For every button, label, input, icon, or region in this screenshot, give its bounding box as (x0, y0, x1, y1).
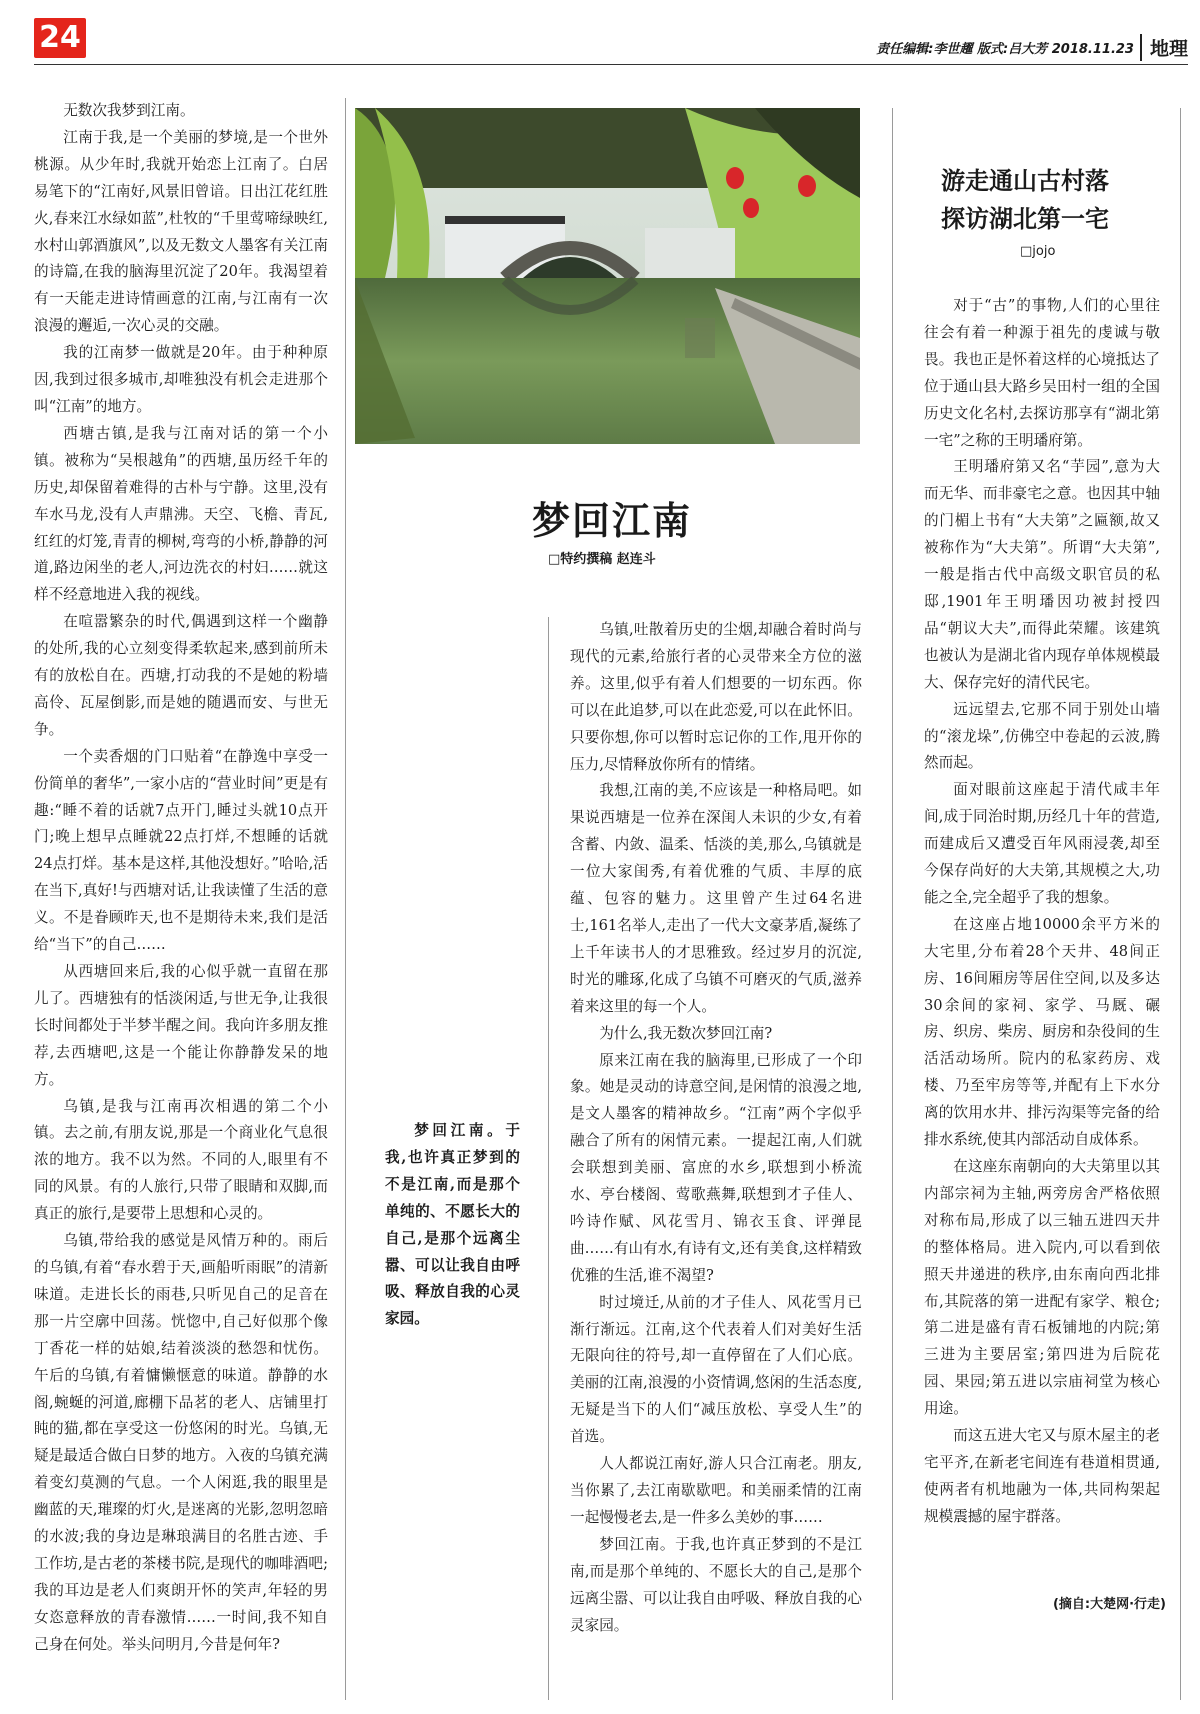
column-divider (892, 108, 893, 1700)
right-column (924, 293, 1160, 1531)
paragraph: 乌镇,吐散着历史的尘烟,却融合着时尚与现代的元素,给旅行者的心灵带来全方位的滋养。这里,似乎有着人们想要的一切东西。你可以在此追梦,可以在此恋爱,可以在此怀旧。只要你想,你可以暂时忘记你的工作,甩开你的压力,尽情释放你所有的情绪。 (570, 621, 862, 773)
paragraph: 王明璠府第又名“芋园”,意为大而无华、而非豪宅之意。也因其中轴的门楣上书有“大夫第”之匾额,故又被称作为“大夫第”。所谓“大夫第”,一般是指古代中高级文职官员的私邸,1901年王明璠因功被封授四品“朝议大夫”,而得此荣耀。该建筑也被认为是湖北省内现存单体规模最大、保存完好的清代民宅。 (924, 458, 1160, 691)
paragraph: 对于“古”的事物,人们的心里往往会有着一种源于祖先的虔诚与敬畏。我也正是怀着这样的心境抵达了位于通山县大路乡吴田村一组的全国历史文化名村,去探访那享有“湖北第一宅”之称的王明璠府第。 (924, 297, 1160, 449)
paragraph: 从西塘回来后,我的心似乎就一直留在那儿了。西塘独有的恬淡闲适,与世无争,让我很长时间都处于半梦半醒之间。我向许多朋友推荐,去西塘吧,这是一个能让你静静发呆的地方。 (34, 963, 328, 1088)
paragraph: 一个卖香烟的门口贴着“在静逸中享受一份简单的奢华”,一家小店的“营业时间”更是有趣:“睡不着的话就7点开门,睡过头就10点开门;晚上想早点睡就22点打烊,不想睡的话就24点打烊。基本是这样,其他没想好。”哈哈,活在当下,真好!与西塘对话,让我读懂了生活的意义。不是眷顾昨天,也不是期待未来,我们是活给“当下”的自己…… (34, 747, 328, 954)
paragraph: 乌镇,带给我的感觉是风情万种的。雨后的乌镇,有着“春水碧于天,画船听雨眠”的清新味道。走进长长的雨巷,只听见自己的足音在那一片空廓中回荡。恍惚中,自己好似那个像丁香花一样的姑娘,结着淡淡的愁怨和忧伤。午后的乌镇,有着慵懒惬意的味道。静静的水阁,蜿蜒的河道,廊棚下品茗的老人、店铺里打盹的猫,都在享受这一份悠闲的时光。乌镇,无疑是最适合做白日梦的地方。入夜的乌镇充满着变幻莫测的气息。一个人闲逛,我的眼里是幽蓝的天,璀璨的灯火,是迷离的光影,忽明忽暗的水波;我的身边是琳琅满目的名胜古迹、手工作坊,是古老的茶楼书院,是现代的咖啡酒吧;我的耳边是老人们爽朗开怀的笑声,年轻的男女恣意释放的青春激情……一时间,我不知自己身在何处。举头问明月,今昔是何年? (34, 1232, 328, 1653)
middle-column (570, 617, 862, 1639)
paragraph: 无数次我梦到江南。 (63, 102, 195, 119)
paragraph: 在喧嚣繁杂的时代,偶遇到这样一个幽静的处所,我的心立刻变得柔软起来,感到前所未有的放松自在。西塘,打动我的不是她的粉墙高伶、瓦屋倒影,而是她的随遇而安、与世无争。 (34, 613, 328, 738)
paragraph: 为什么,我无数次梦回江南? (599, 1024, 773, 1042)
column-divider (345, 98, 346, 1700)
article-byline: □特约撰稿 赵连斗 (548, 552, 656, 567)
paragraph: 原来江南在我的脑海里,已形成了一个印象。她是灵动的诗意空间,是闲情的浪漫之地,是文人墨客的精神故乡。“江南”两个字似乎融合了所有的闲情元素。一提起江南,人们就会联想到美丽、富庶的水乡,联想到小桥流水、亭台楼阁、莺歌燕舞,联想到才子佳人、吟诗作赋、风花雪月、锦衣玉食、评弹昆曲……有山有水,有诗有文,还有美食,这样精致优雅的生活,谁不渴望? (570, 1051, 862, 1284)
left-column (34, 98, 328, 1659)
article-photo (355, 108, 860, 444)
article-title: 梦回江南 (532, 498, 693, 543)
paragraph: 在这座东南朝向的大夫第里以其内部宗祠为主轴,两旁房舍严格依照对称布局,形成了以三轴五进四天井的整体格局。进入院内,可以看到依照天井递进的秩序,由东南向西北排布,其院落的第一进配有家学、粮仓;第二进是盛有青石板铺地的内院;第三进为主要居室;第四进为后院花园、果园;第五进以宗庙祠堂为核心用途。 (924, 1158, 1160, 1418)
water-town-photo (355, 108, 860, 444)
paragraph: 人人都说江南好,游人只合江南老。朋友,当你累了,去江南歇歇吧。和美丽柔情的江南一起慢慢老去,是一件多么美妙的事…… (570, 1455, 862, 1526)
page-header (876, 34, 1188, 61)
header-divider (34, 64, 1188, 65)
side-article-author: □jojo (1020, 244, 1056, 259)
section-name: 地理 (1140, 34, 1188, 61)
credits-line: 责任编辑:李世趯 版式:吕大芳 2018.11.23 (876, 42, 1134, 57)
paragraph: 江南于我,是一个美丽的梦境,是一个世外桃源。从少年时,我就开始恋上江南了。白居易笔下的“江南好,风景旧曾谙。日出江花红胜火,春来江水绿如蓝”,杜牧的“千里莺啼绿映红,水村山郭酒旗风”,以及无数文人墨客有关江南的诗篇,在我的脑海里沉淀了20年。我渴望着有一天能走进诗情画意的江南,与江南有一次浪漫的邂逅,一次心灵的交融。 (34, 128, 328, 335)
pull-quote: 梦回江南。于我,也许真正梦到的不是江南,而是那个单纯的、不愿长大的自己,是那个远离尘嚣、可以让我自由呼吸、释放自我的心灵家园。 (385, 1122, 520, 1328)
page-number: 24 (34, 18, 86, 58)
side-article-title-line2: 探访湖北第一宅 (941, 204, 1109, 233)
paragraph: 在这座占地10000余平方米的大宅里,分布着28个天井、48间正房、16间厢房等居住空间,以及多达30余间的家祠、家学、马厩、碾房、织房、柴房、厨房和杂役间的生活活动场所。院内的私家药房、戏楼、乃至牢房等等,并配有上下水分离的饮用水井、排污沟渠等完备的给排水系统,使其内部活动自成体系。 (924, 915, 1160, 1149)
paragraph: 面对眼前这座起于清代咸丰年间,成于同治时期,历经几十年的营造,而建成后又遭受百年风雨浸袭,却至今保存尚好的大夫第,其规模之大,功能之全,完全超乎了我的想象。 (924, 781, 1160, 906)
column-divider (548, 617, 549, 1700)
paragraph: 梦回江南。于我,也许真正梦到的不是江南,而是那个单纯的、不愿长大的自己,是那个远离尘嚣、可以让我自由呼吸、释放自我的心灵家园。 (570, 1535, 862, 1634)
paragraph: 我的江南梦一做就是20年。由于种种原因,我到过很多城市,却唯独没有机会走进那个叫“江南”的地方。 (34, 344, 328, 415)
paragraph: 西塘古镇,是我与江南对话的第一个小镇。被称为“吴根越角”的西塘,虽历经千年的历史,却保留着难得的古朴与宁静。这里,没有车水马龙,没有人声鼎沸。天空、飞檐、青瓦,红红的灯笼,青青的柳树,弯弯的小桥,静静的河道,路边闲坐的老人,河边洗衣的村妇……就这样不经意地进入我的视线。 (34, 424, 328, 604)
paragraph: 时过境迁,从前的才子佳人、风花雪月已渐行渐远。江南,这个代表着人们对美好生活无限向往的符号,却一直停留在了人们心底。美丽的江南,浪漫的小资情调,悠闲的生活态度,无疑是当下的人们“减压放松、享受人生”的首选。 (570, 1293, 862, 1446)
paragraph: 乌镇,是我与江南再次相遇的第二个小镇。去之前,有朋友说,那是一个商业化气息很浓的地方。我不以为然。不同的人,眼里有不同的风景。有的人旅行,只带了眼睛和双脚,而真正的旅行,是要带上思想和心灵的。 (34, 1097, 328, 1223)
paragraph: 而这五进大宅又与原木屋主的老宅平齐,在新老宅间连有巷道相贯通,使两者有机地融为一体,共同构架起规模震撼的屋宇群落。 (924, 1427, 1160, 1525)
side-article-title-line1: 游走通山古村落 (941, 166, 1109, 195)
paragraph: 远远望去,它那不同于别处山墙的“滚龙垛”,仿佛空中卷起的云波,腾然而起。 (924, 700, 1160, 772)
source-credit: (摘自:大楚网·行走) (1052, 1597, 1166, 1612)
paragraph: 我想,江南的美,不应该是一种格局吧。如果说西塘是一位养在深闺人未识的少女,有着含蓄、内敛、温柔、恬淡的美,那么,乌镇就是一位大家闺秀,有着优雅的气质、丰厚的底蕴、包容的魅力。这里曾产生过64名进士,161名举人,走出了一代大文豪茅盾,凝练了上千年读书人的才思雅致。经过岁月的沉淀,时光的雕琢,化成了乌镇不可磨灭的气质,滋养着来这里的每一个人。 (570, 782, 862, 1015)
page-edge-rule (1180, 108, 1181, 1700)
